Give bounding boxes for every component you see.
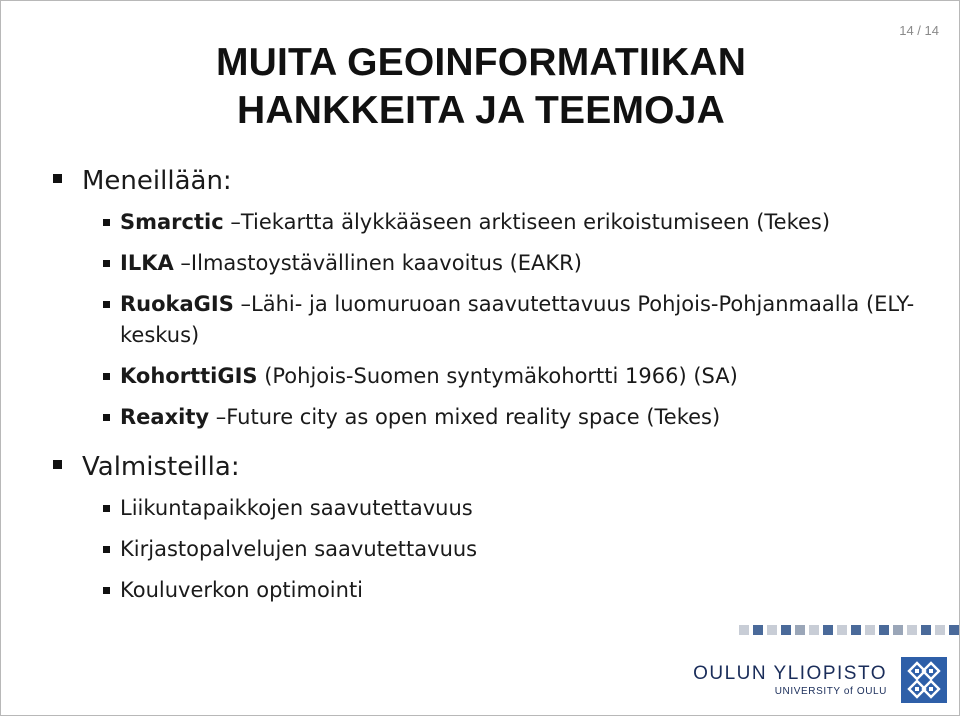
page-number: 14 / 14 xyxy=(899,23,939,38)
dot xyxy=(865,625,875,635)
square-bullet-icon xyxy=(53,460,62,469)
section-heading: Meneillään: xyxy=(53,161,943,201)
dot xyxy=(921,625,931,635)
logo-name: OULUN YLIOPISTO xyxy=(693,663,887,684)
dot xyxy=(893,625,903,635)
dot xyxy=(851,625,861,635)
project-name: RuokaGIS xyxy=(120,292,234,316)
project-description: –Future city as open mixed reality space (Tekes) xyxy=(209,405,721,429)
project-description: –Lähi- ja luomuruoan saavutettavuus Pohjois-Pohjanmaalla (ELY-keskus) xyxy=(120,292,915,347)
university-logo xyxy=(693,657,947,703)
dot xyxy=(809,625,819,635)
dot xyxy=(837,625,847,635)
square-bullet-icon xyxy=(103,505,110,512)
dot xyxy=(739,625,749,635)
dot xyxy=(753,625,763,635)
university-emblem-icon xyxy=(901,657,947,703)
square-bullet-icon xyxy=(103,301,110,308)
dot xyxy=(935,625,945,635)
list-item xyxy=(103,289,943,351)
project-description: (Pohjois-Suomen syntymäkohortti 1966) (SA) xyxy=(257,364,738,388)
list-item xyxy=(103,534,943,565)
square-bullet-icon xyxy=(103,414,110,421)
square-bullet-icon xyxy=(103,219,110,226)
project-name: ILKA xyxy=(120,251,174,275)
project-name: KohorttiGIS xyxy=(120,364,258,388)
logo-subname: UNIVERSITY of OULU xyxy=(774,686,887,697)
square-bullet-icon xyxy=(53,174,62,183)
project-description: Liikuntapaikkojen saavutettavuus xyxy=(120,496,473,520)
project-description: –Tiekartta älykkääseen arktiseen erikoistumiseen (Tekes) xyxy=(223,210,831,234)
dot xyxy=(907,625,917,635)
list-item xyxy=(103,493,943,524)
list-item xyxy=(103,248,943,279)
project-description: Kouluverkon optimointi xyxy=(120,578,364,602)
square-bullet-icon xyxy=(103,587,110,594)
section-in-preparation xyxy=(53,447,943,606)
bullet-list xyxy=(103,207,943,433)
list-item xyxy=(103,361,943,392)
title-line-2: HANKKEITA JA TEEMOJA xyxy=(237,89,725,132)
project-description: –Ilmastoystävällinen kaavoitus (EAKR) xyxy=(173,251,582,275)
list-item xyxy=(103,402,943,433)
section-heading: Valmisteilla: xyxy=(53,447,943,487)
bullet-list xyxy=(103,493,943,606)
slide-content xyxy=(53,161,943,620)
square-bullet-icon xyxy=(103,546,110,553)
title-line-1: MUITA GEOINFORMATIIKAN xyxy=(215,41,747,84)
dot xyxy=(949,625,959,635)
square-bullet-icon xyxy=(103,260,110,267)
project-name: Smarctic xyxy=(120,210,224,234)
section-ongoing xyxy=(53,161,943,433)
slide-title xyxy=(151,39,811,135)
dot xyxy=(781,625,791,635)
square-bullet-icon xyxy=(103,373,110,380)
decorative-dot-strip xyxy=(719,625,959,637)
dot xyxy=(767,625,777,635)
project-name: Reaxity xyxy=(120,405,210,429)
dot xyxy=(823,625,833,635)
list-item xyxy=(103,575,943,606)
dot xyxy=(879,625,889,635)
dot xyxy=(795,625,805,635)
project-description: Kirjastopalvelujen saavutettavuus xyxy=(120,537,478,561)
list-item xyxy=(103,207,943,238)
